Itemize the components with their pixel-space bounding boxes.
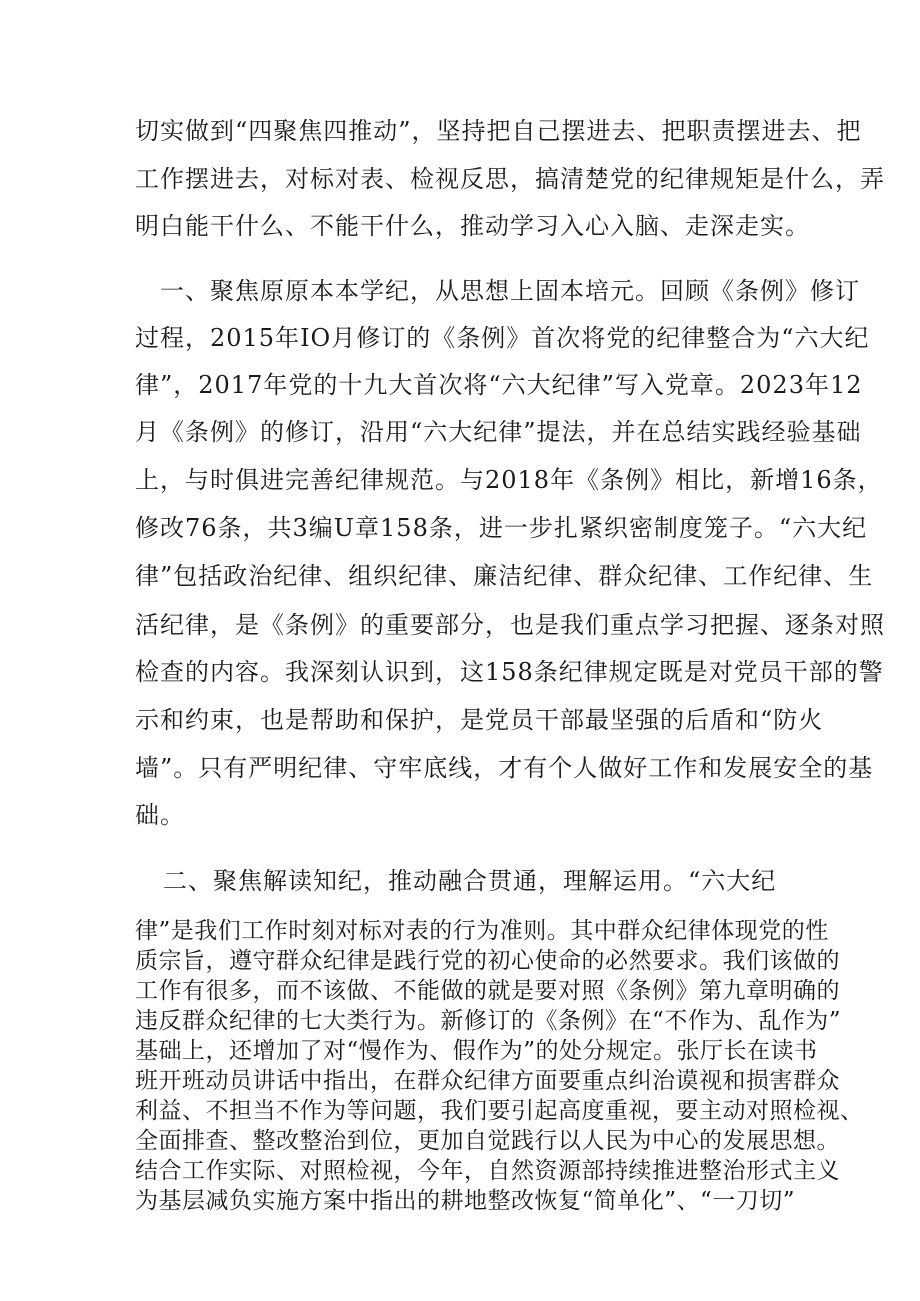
intro-line-3: 明白能干什么、不能干什么，推动学习入心入脑、走深走实。 [135,212,810,240]
section1-line-7: 律”包括政治纪律、组织纪律、廉洁纪律、群众纪律、工作纪律、生 [135,562,874,590]
section2-line-5: 基础上，还增加了对“慢作为、假作为”的处分规定。张厅长在读书 [135,1038,818,1064]
section2-line-8: 全面排查、整改整治到位，更加自觉践行以人民为中心的发展思想。 [135,1128,840,1154]
section2-line-3: 工作有很多，而不该做、不能做的就是要对照《条例》第九章明确的 [135,978,840,1004]
section2-line-4: 违反群众纪律的七大类行为。新修订的《条例》在“不作为、乱作为” [135,1008,842,1034]
section1-line-2: 过程，2015年IO月修订的《条例》首次将党的纪律整合为“六大纪 [135,324,870,352]
section1-line-3: 律”，2017年党的十九大首次将“六大纪律”写入党章。2023年12 [135,371,863,399]
section1-line-4: 月《条例》的修订，沿用“六大纪律”提法，并在总结实践经验基础 [135,418,862,446]
intro-line-2: 工作摆进去，对标对表、检视反思，搞清楚党的纪律规矩是什么，弄 [135,165,885,193]
section1-line-11: 墙”。只有严明纪律、守牢底线，才有个人做好工作和发展安全的基 [135,754,874,782]
section2-heading: 二、聚焦解读知纪，推动融合贯通，理解运用。“六大纪 [163,867,777,895]
section2-line-7: 利益、不担当不作为等问题，我们要引起高度重视，要主动对照检视、 [135,1098,864,1124]
section1-line-8: 活纪律，是《条例》的重要部分，也是我们重点学习把握、逐条对照 [135,611,885,639]
section1-line-10: 示和约束，也是帮助和保护，是党员干部最坚强的后盾和“防火 [135,706,824,734]
section1-line-9: 检查的内容。我深刻认识到，这158条纪律规定既是对党员干部的警 [135,658,884,686]
section1-line-1: 一、聚焦原原本本学纪，从思想上固本培元。回顾《条例》修订 [160,277,860,305]
section1-line-5: 上，与时俱进完善纪律规范。与2018年《条例》相比，新增16条， [135,466,883,494]
section2-line-2: 质宗旨，遵守群众纪律是践行党的初心使命的必然要求。我们该做的 [135,948,840,974]
section1-line-6: 修改76条，共3编U章158条，进一步扎紧织密制度笼子。“六大纪 [135,514,868,542]
section1-line-12: 础。 [135,801,185,829]
intro-line-1: 切实做到“四聚焦四推动”，坚持把自己摆进去、把职责摆进去、把 [135,117,862,145]
section2-line-9: 结合工作实际、对照检视，今年，自然资源部持续推进整治形式主义 [135,1158,840,1184]
section2-line-6: 班开班动员讲话中指出，在群众纪律方面要重点纠治谟视和损害群众 [135,1068,840,1094]
section2-line-10: 为基层减负实施方案中指出的耕地整改恢复“简单化”、“一刀切” [135,1188,796,1214]
section2-line-1: 律”是我们工作时刻对标对表的行为准则。其中群众纪律体现党的性 [135,918,829,944]
